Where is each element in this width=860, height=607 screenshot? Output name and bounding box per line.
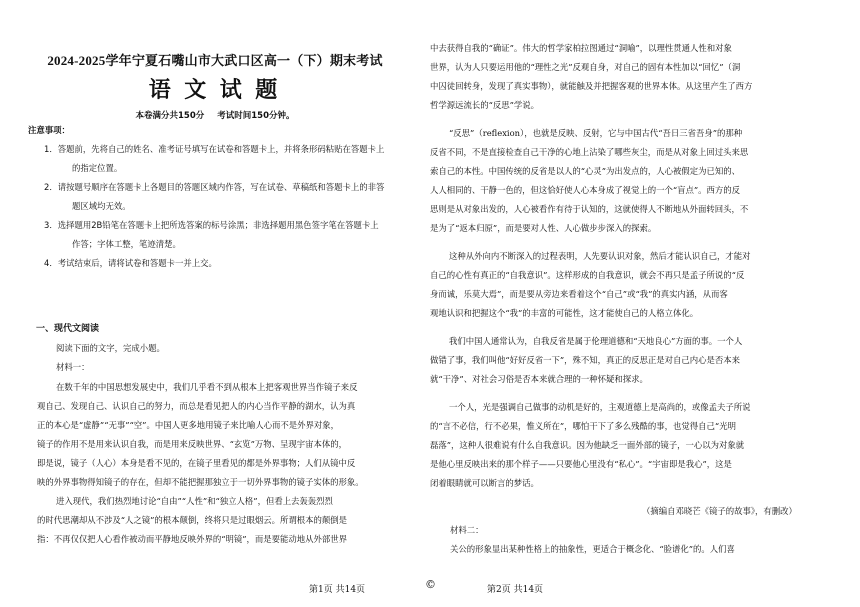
body-line: 反省不同，不是直接检查自己干净的心地上沾染了哪些灰尘，而是从对象上回过头来思 bbox=[430, 147, 749, 157]
notice-line: 的指定位置。 bbox=[72, 163, 123, 173]
body-line: 思则是从对象出发的，人心被看作有待于认知的，这就使得人不断地从外面转回头，不 bbox=[430, 204, 749, 214]
body-line: 映的外界事物得知镜子的存在，但却不能把握那独立于一切外界事物的镜子实体的形象。 bbox=[37, 477, 364, 487]
body-line: 是为了“返本归原”，而是要对人性、人心做步步深入的探索。 bbox=[430, 223, 657, 233]
body-line: 自己的心性有真正的“自我意识”。这样形成的自我意识，就会不再只是孟子所说的“反 bbox=[430, 270, 745, 280]
notice-heading: 注意事项： bbox=[28, 125, 70, 135]
exam-title: 2024-2025学年宁夏石嘴山市大武口区高一（下）期末考试 bbox=[47, 53, 383, 68]
body-line: 观地认识和把握这个“我”的丰富的可能性，这才能使自己的人格立体化。 bbox=[430, 308, 699, 318]
notice-line: 题区域均无效。 bbox=[72, 201, 131, 211]
body-line: 正的本心是“虚静”“无事”“空”。中国人更多地用镜子来比喻人心而不是外界对象， bbox=[37, 420, 340, 430]
body-line: 中去获得自我的“确证”。伟大的哲学家柏拉图通过“洞喻”，以理性贯通人性和对象 bbox=[430, 43, 732, 53]
body-line: 闭着眼睛就可以断言的梦话。 bbox=[430, 478, 539, 488]
body-line: 磊落”，这种人很难说有什么自我意识。因为他缺乏一面外部的镜子，一心以为对象就 bbox=[430, 440, 745, 450]
body-line: 是他心里反映出来的那个样子——只要他心里没有“私心”。“宇宙即是我心”，这是 bbox=[430, 459, 732, 469]
body-line: 人人相同的、干静一色的，但这恰好使人心本身成了视觉上的一个“盲点”。西方的反 bbox=[430, 185, 741, 195]
section-heading: 一、现代文阅读 bbox=[36, 324, 100, 334]
body-line: 在数千年的中国思想发展史中，我们几乎看不到从根本上把客观世界当作镜子来反 bbox=[56, 382, 358, 392]
notice-line: 2．请按题号顺序在答题卡上各题目的答题区域内作答，写在试卷、草稿纸和答题卡上的非答 bbox=[44, 182, 385, 192]
body-line: 即是说，镜子（人心）本身是看不见的，在镜子里看见的都是外界事物；人们从镜中反 bbox=[37, 458, 356, 468]
body-line: 一个人，光是强调自己做事的动机是好的，主观道德上是高尚的，或像孟夫子所说 bbox=[449, 402, 751, 412]
material1-label: 材料一： bbox=[56, 362, 90, 372]
body-line: 中囚徒回转身，发现了真实事物），就能触及并把握客观的世界本体。从这里产生了西方 bbox=[430, 81, 753, 91]
body-line: 世界，认为人只要运用他的“理性之光”反观自身，对自己的固有本性加以“回忆”（洞 bbox=[430, 62, 741, 72]
body-line: 做错了事，我们叫他“好好反省一下”，殊不知，真正的反思正是对自己内心是否本来 bbox=[430, 355, 741, 365]
body-line: 指：不再仅仅把人心看作被动而平静地反映外界的“明镜”，而是要能动地从外部世界 bbox=[37, 534, 348, 544]
copyright-icon: © bbox=[425, 578, 436, 591]
section-instruction: 阅读下面的文字，完成小题。 bbox=[56, 343, 165, 353]
notice-line: 3．选择题用2B铅笔在答题卡上把所选答案的标号涂黑；非选择题用黑色签字笔在答题卡上 bbox=[44, 220, 379, 230]
notice-line: 4．考试结束后，请将试卷和答题卡一并上交。 bbox=[44, 258, 217, 268]
page-number-left: 第1页 共14页 bbox=[309, 585, 366, 595]
body-line: 的时代思潮却从不涉及“人之镜”的根本颠倒，终将只是过眼烟云。所谓根本的颠倒是 bbox=[37, 515, 348, 525]
notice-line: 1．答题前，先将自己的姓名、准考证号填写在试卷和答题卡上，并将条形码粘贴在答题卡上 bbox=[44, 144, 385, 154]
body-line: 的“言不必信，行不必果，惟义所在”，哪怕干下了多么残酷的事，也觉得自己“光明 bbox=[430, 421, 736, 431]
exam-time: 考试时间150分钟。 bbox=[217, 111, 295, 121]
subject-title: 语 文 试 题 bbox=[148, 77, 282, 102]
page-number-right: 第2页 共14页 bbox=[487, 585, 544, 595]
right-page bbox=[430, 0, 860, 607]
material2-label: 材料二： bbox=[450, 525, 484, 535]
full-score: 本卷满分共150分 bbox=[135, 111, 205, 121]
body-line: 身而诚，乐莫大焉”，而是要从旁边来看着这个“自己”或“我”的真实内涵，从而客 bbox=[430, 289, 728, 299]
body-line: 哲学源远流长的“反思”学说。 bbox=[430, 100, 540, 110]
source-note: （摘编自邓晓芒《镜子的故事》，有删改） bbox=[642, 506, 797, 516]
body-line: 就“干净”、对社会习俗是否本来就合理的一种怀疑和探求。 bbox=[430, 374, 648, 384]
notice-line: 作答；字体工整，笔迹清楚。 bbox=[72, 239, 181, 249]
body-line: 索自己的本性。中国传统的反省是以人的“心灵”为出发点的，人心被假定为已知的、 bbox=[430, 166, 741, 176]
body-line: 我们中国人通常认为，自我反省是属于伦理道德和“天地良心”方面的事。一个人 bbox=[449, 336, 743, 346]
body-line: 镜子的作用不是用来认识自我，而是用来反映世界、“玄览”万物、呈现宇宙本体的， bbox=[37, 439, 348, 449]
body-line: 关公的形象显出某种性格上的抽象性，更适合于概念化、“脸谱化”的。人们喜 bbox=[450, 544, 735, 554]
body-line: “反思”（reflexion），也就是反映、反射，它与中国古代“吾日三省吾身”的那种 bbox=[449, 128, 743, 138]
body-line: 进入现代，我们热烈地讨论“自由”“人性”和“独立人格”，但看上去轰轰烈烈 bbox=[56, 496, 333, 506]
body-line: 这种从外向内不断深入的过程表明，人先要认识对象，然后才能认识自己，才能对 bbox=[449, 251, 751, 261]
body-line: 观自己、发现自己、认识自己的努力，而总是看见把人的内心当作平静的湖水，认为真 bbox=[37, 401, 356, 411]
score-line bbox=[0, 109, 430, 121]
